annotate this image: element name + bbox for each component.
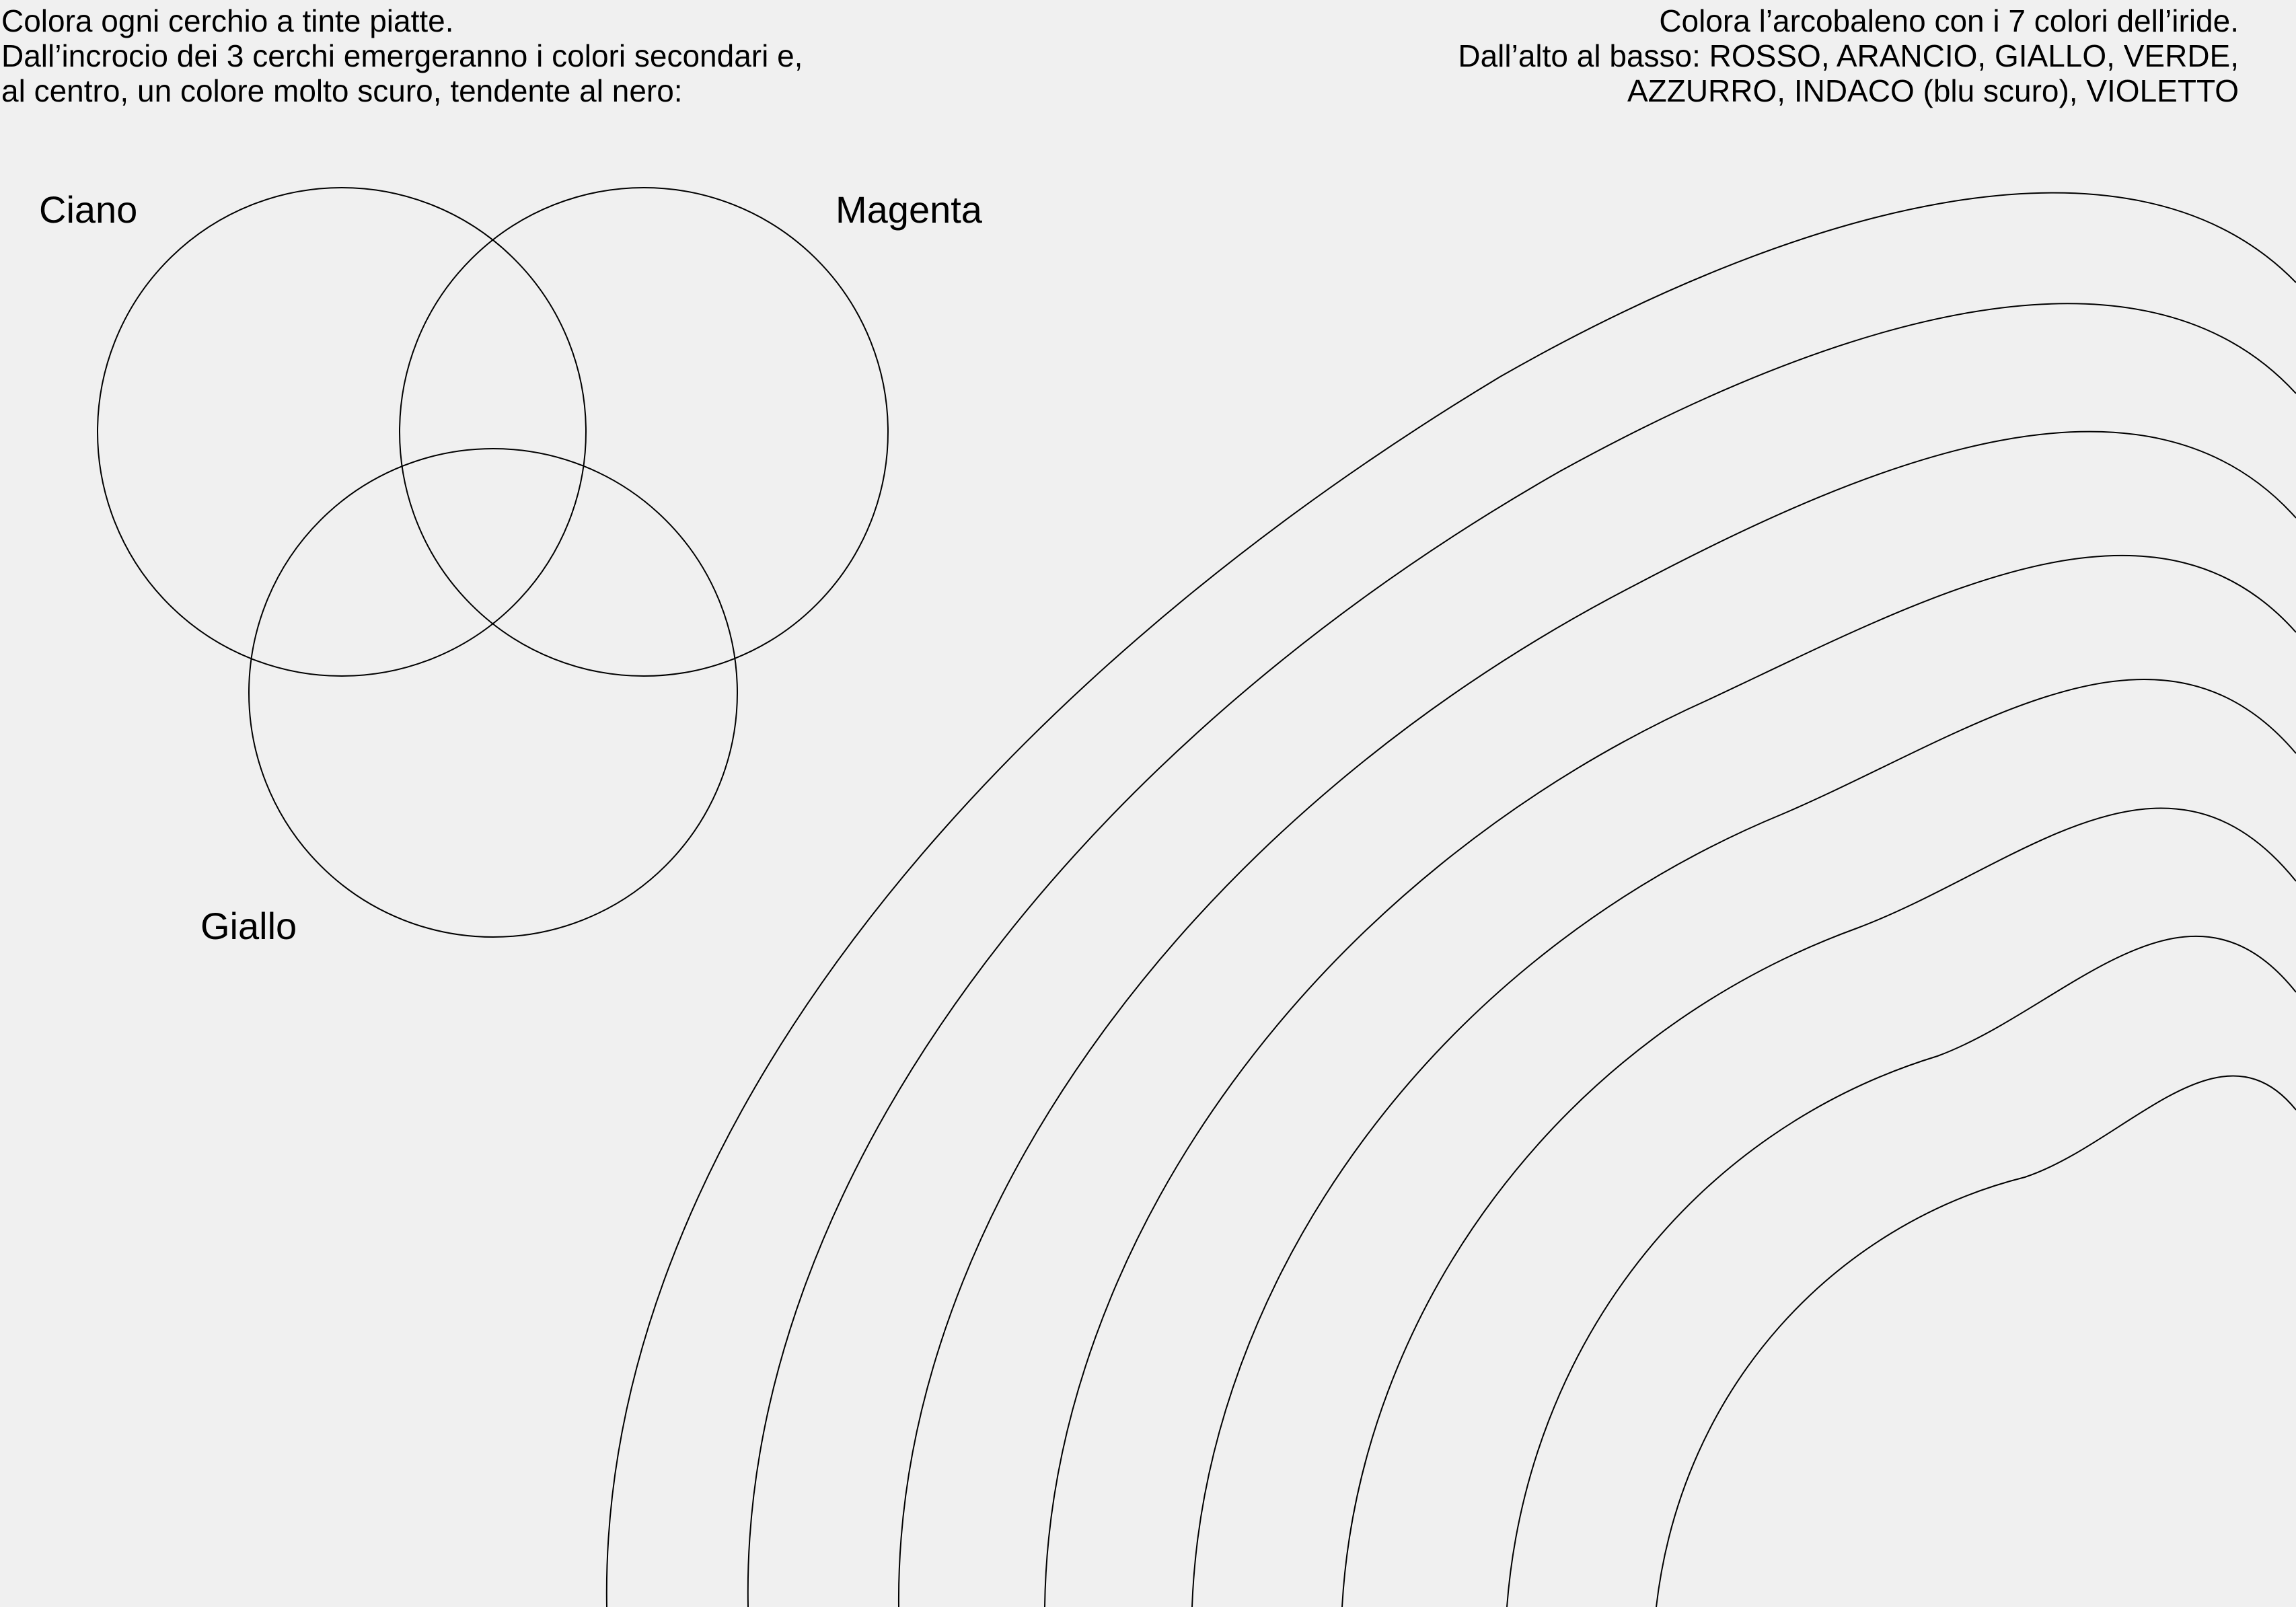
rainbow-arc-4[interactable] [1045,556,2296,1607]
rainbow-arc-3[interactable] [899,432,2296,1607]
rainbow-arcs [607,193,2296,1607]
yellow-circle[interactable] [249,449,737,937]
magenta-label: Magenta [836,188,982,231]
circles-instructions-line-2: Dall’incrocio dei 3 cerchi emergeranno i colori secondari e, [1,38,803,73]
rainbow-instructions-line-2: Dall’alto al basso: ROSSO, ARANCIO, GIALLO, VERDE, [1458,38,2239,73]
circles-instructions-line-1: Colora ogni cerchio a tinte piatte. [1,3,454,38]
rainbow-instructions-line-1: Colora l’arcobaleno con i 7 colori dell’iride. [1659,3,2239,38]
venn-circles [98,188,888,937]
rainbow-arc-8[interactable] [1656,1076,2296,1607]
yellow-label: Giallo [200,905,297,947]
rainbow-arc-6[interactable] [1342,808,2296,1607]
rainbow-arc-7[interactable] [1507,936,2296,1607]
rainbow-arc-5[interactable] [1192,679,2296,1607]
cyan-label: Ciano [39,188,138,231]
circles-instructions-line-3: al centro, un colore molto scuro, tendente al nero: [1,73,683,108]
cyan-circle[interactable] [98,188,586,676]
rainbow-arc-1[interactable] [607,193,2296,1607]
rainbow-instructions-line-3: AZZURRO, INDACO (blu scuro), VIOLETTO [1627,73,2239,108]
rainbow-arc-2[interactable] [748,303,2296,1607]
magenta-circle[interactable] [400,188,888,676]
